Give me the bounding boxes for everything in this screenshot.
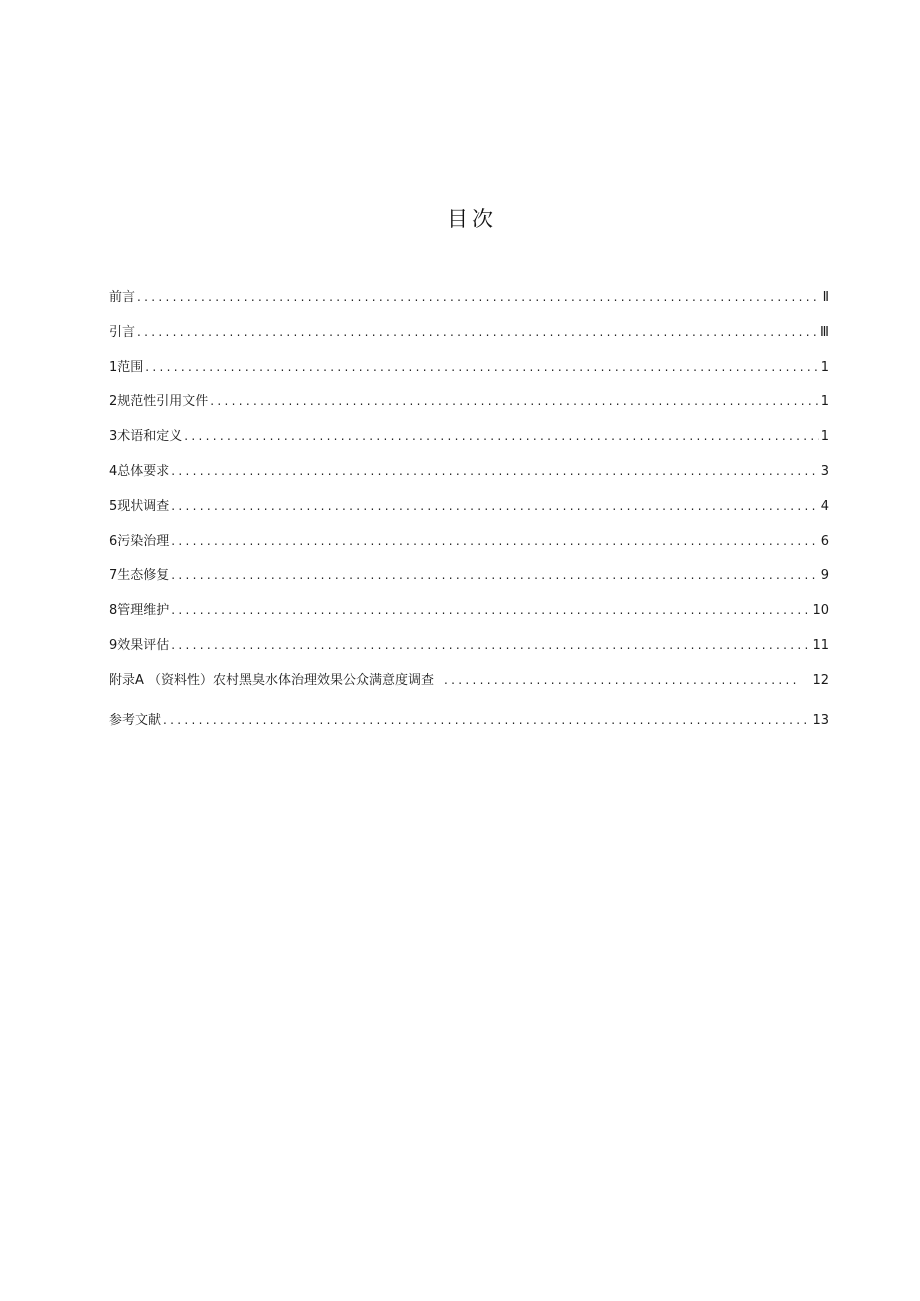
toc-entry-label: 参考文献 [109,712,162,728]
toc-entry-ecological-restoration[interactable] [109,565,829,600]
page-title: 目次 [447,207,497,231]
toc-dot-leader [184,426,818,446]
toc-entry-terms-definitions[interactable] [109,426,829,461]
toc-entry-label: 7生态修复 [109,568,170,584]
toc-entry-label: 前言 [109,290,136,305]
toc-entry-page: 1 [820,429,829,445]
toc-entry-label: 9效果评估 [109,637,170,653]
toc-dot-leader [171,635,810,655]
toc-entry-page: Ⅲ [820,324,829,340]
toc-dot-leader [137,322,818,342]
toc-entry-label: 2规范性引用文件 [109,394,209,410]
toc-entry-page: 13 [812,712,829,728]
toc-entry-page: 9 [820,568,829,584]
toc-entry-label: 6污染治理 [109,533,170,549]
toc-entry-management-maintenance[interactable] [109,600,829,635]
toc-entry-page: 3 [820,463,829,479]
toc-entry-label: 引言 [109,324,136,340]
toc-entry-page: 10 [812,603,829,619]
toc-dot-leader [171,600,810,620]
toc-dot-leader [210,391,818,411]
toc-entry-general-requirements[interactable] [109,461,829,496]
toc-entry-page: 1 [820,359,829,375]
toc-entry-label: 5现状调查 [109,498,170,514]
toc-dot-leader [171,461,818,481]
toc-entry-foreword[interactable] [109,287,829,322]
toc-entry-normative-references[interactable] [109,391,829,426]
toc-entry-label: 附录A （资料性）农村黑臭水体治理效果公众满意度调查 [109,672,435,688]
toc-entry-page: 6 [820,533,829,549]
table-of-contents [109,287,829,750]
toc-entry-pollution-treatment[interactable] [109,531,829,566]
toc-dot-leader [444,670,800,690]
toc-entry-page: 1 [820,394,829,410]
toc-entry-effect-evaluation[interactable] [109,635,829,670]
toc-entry-bibliography[interactable] [109,705,829,750]
toc-entry-label: 1范围 [109,359,144,375]
toc-entry-scope[interactable] [109,357,829,392]
toc-dot-leader [163,710,810,730]
toc-dot-leader [145,357,818,377]
toc-entry-status-survey[interactable] [109,496,829,531]
toc-entry-page: Ⅱ [822,290,829,305]
toc-entry-appendix-a[interactable] [109,670,829,705]
toc-dot-leader [171,565,818,585]
toc-entry-page: 11 [812,637,829,653]
toc-entry-label: 8管理维护 [109,603,170,619]
toc-entry-page: 12 [812,672,829,688]
toc-entry-label: 4总体要求 [109,463,170,479]
toc-dot-leader [137,287,821,307]
toc-dot-leader [171,496,818,516]
toc-entry-introduction[interactable] [109,322,829,357]
toc-entry-label: 3术语和定义 [109,429,183,445]
toc-dot-leader [171,531,818,551]
toc-entry-page: 4 [820,498,829,514]
